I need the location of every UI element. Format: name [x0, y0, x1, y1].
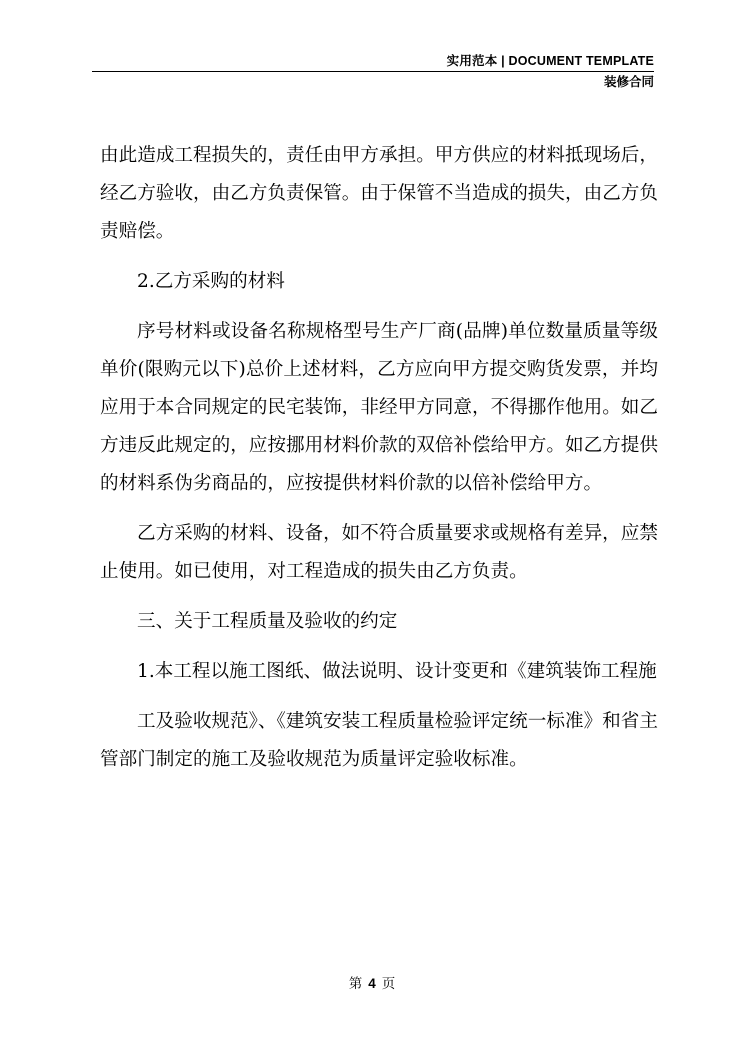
page-number: 4 — [368, 976, 376, 991]
paragraph-7: 工及验收规范》、《建筑安装工程质量检验评定统一标准》和省主管部门制定的施工及验收规范为质量评定验收标准。 — [100, 711, 658, 770]
paragraph-1: 由此造成工程损失的，责任由甲方承担。甲方供应的材料抵现场后，经乙方验收，由乙方负责保管。由于保管不当造成的损失，由乙方负责赔偿。 — [100, 145, 658, 242]
paragraph-4: 乙方采购的材料、设备，如不符合质量要求或规格有差异，应禁止使用。如已使用，对工程造成的损失由乙方负责。 — [100, 523, 658, 582]
header-divider — [92, 71, 654, 72]
page-footer — [0, 975, 744, 993]
page-header — [92, 52, 654, 91]
header-template-label: 实用范本 | DOCUMENT TEMPLATE — [446, 54, 654, 68]
paragraph-6: 1.本工程以施工图纸、做法说明、设计变更和《建筑装饰工程施 — [137, 661, 657, 682]
paragraph-2-heading: 2.乙方采购的材料 — [137, 271, 285, 292]
paragraph-3: 序号材料或设备名称规格型号生产厂商(品牌)单位数量质量等级单价(限购元以下)总价上述材料，乙方应向甲方提交购货发票，并均应用于本合同规定的民宅装饰，非经甲方同意，不得挪作他用。如乙方违反此规定的，应按挪用材料价款的双倍补偿给甲方。如乙方提供的材料系伪劣商品的，应按提供材料价款的以倍补偿给甲方。 — [100, 321, 658, 494]
header-document-type: 装修合同 — [603, 75, 654, 89]
section-heading-quality: 三、关于工程质量及验收的约定 — [137, 611, 398, 632]
page-suffix: 页 — [381, 976, 396, 992]
page-prefix: 第 — [348, 976, 363, 992]
document-body — [100, 137, 658, 791]
